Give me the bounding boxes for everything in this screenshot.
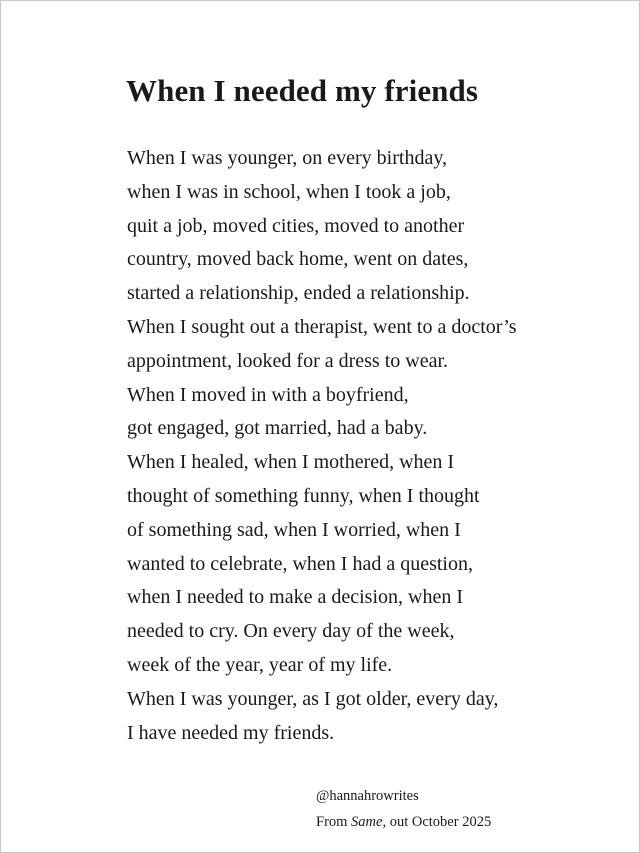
poem-line: week of the year, year of my life. (127, 653, 393, 676)
poem-line: I have needed my friends. (127, 721, 335, 744)
poem-line: started a relationship, ended a relationship. (127, 282, 470, 305)
poem-line: When I moved in with a boyfriend, (127, 383, 409, 406)
source-prefix: From (316, 814, 352, 830)
poem-line: When I was younger, on every birthday, (127, 147, 448, 169)
poem-line: thought of something funny, when I thought (127, 484, 480, 507)
poem-line: when I was in school, when I took a job, (127, 180, 451, 203)
poem-line: country, moved back home, went on dates, (127, 248, 469, 271)
author-handle: @hannahrowrites (316, 788, 419, 804)
attribution (316, 783, 491, 835)
source-suffix: , out October 2025 (382, 814, 492, 830)
poem-line: appointment, looked for a dress to wear. (127, 349, 449, 372)
book-title: Same (351, 814, 383, 830)
poem-line: needed to cry. On every day of the week, (127, 620, 455, 643)
book-source (316, 809, 491, 835)
poem-body (127, 142, 517, 750)
poem-line: When I healed, when I mothered, when I (127, 451, 455, 474)
poem-title: When I needed my friends (126, 73, 479, 108)
poem-line: when I needed to make a decision, when I (127, 586, 463, 609)
poem-line: of something sad, when I worried, when I (127, 518, 461, 541)
poem-line: quit a job, moved cities, moved to another (127, 214, 465, 237)
poem-line: When I sought out a therapist, went to a doctor’s (127, 315, 517, 338)
poem-line: wanted to celebrate, when I had a question, (127, 552, 473, 575)
poem-line: got engaged, got married, had a baby. (127, 417, 428, 440)
poem-line: When I was younger, as I got older, every day, (127, 687, 499, 710)
